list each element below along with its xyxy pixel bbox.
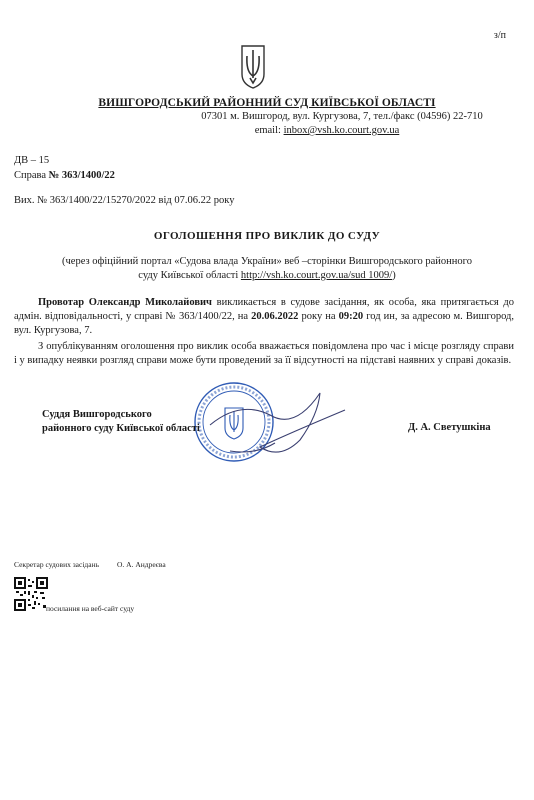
notice-text-3: год ин, за адресою м. Вишгород, вул. Кургузова, 7. <box>14 311 515 336</box>
portal-link[interactable]: http://vsh.ko.court.gov.ua/sud 1009/ <box>240 270 393 281</box>
document-code: ДВ – 15 <box>14 155 50 166</box>
court-email-line <box>0 125 534 136</box>
judge-name: Д. А. Светушкіна <box>408 422 491 433</box>
secretary-label: Секретар судових засідань <box>14 560 100 569</box>
court-email-link[interactable]: inbox@vsh.ko.court.gov.ua <box>283 125 400 136</box>
secretary-name: О. А. Андреєва <box>117 560 166 569</box>
hearing-date: 20.06.2022 <box>251 311 299 322</box>
judge-title-line1: Суддя Вишгородського <box>42 409 152 420</box>
portal-note-end: ) <box>392 270 396 281</box>
judge-title-line2: районного суду Київської області <box>42 423 200 434</box>
portal-note <box>0 255 534 283</box>
notice-text-2: року на <box>298 311 339 322</box>
document-heading: ОГОЛОШЕННЯ ПРО ВИКЛИК ДО СУДУ <box>153 230 381 242</box>
trident-emblem-icon <box>239 44 267 90</box>
publication-paragraph <box>14 340 514 368</box>
email-label: email: <box>254 125 284 136</box>
publication-text: З опублікуванням оголошення про виклик особа вважається повідомлена про час і місце розгляду справи і у випадку неявки розгляд справи може бути проведений за її відсутності на підставі наявних у справі доказів. <box>14 341 514 366</box>
hearing-time: 09:20 <box>338 311 364 322</box>
secretary-line <box>14 560 184 569</box>
court-address: 07301 м. Вишгород, вул. Кургузова, 7, тел./факс (04596) 22-710 <box>201 111 483 122</box>
signature-icon <box>200 385 350 465</box>
portal-note-line1: (через офіційний портал «Судова влада України» веб –сторінки Вишгородського районного <box>62 256 472 267</box>
notice-text-1: викликається в судове засідання, як особа, яка притягається до адмін. відповідальності, у справі № 363/1400/22, на <box>14 297 514 322</box>
portal-note-line2 <box>0 269 534 283</box>
summoned-person: Провотар Олександр Миколайович <box>38 297 212 308</box>
case-reference <box>14 170 115 181</box>
qr-code-icon[interactable] <box>14 577 48 611</box>
case-label: Справа <box>14 170 49 181</box>
page-corner-mark: з/п <box>493 30 506 41</box>
case-number: № 363/1400/22 <box>48 170 115 181</box>
outgoing-number: Вих. № 363/1400/22/15270/2022 від 07.06.22 року <box>14 195 235 206</box>
notice-paragraph <box>14 296 514 338</box>
portal-note-text: суду Київської області <box>138 270 241 281</box>
court-title: ВИШГОРОДСЬКИЙ РАЙОННИЙ СУД КИЇВСЬКОЇ ОБЛАСТІ <box>98 97 436 109</box>
qr-caption: посилання на веб-сайт суду <box>46 604 135 613</box>
judge-title <box>42 408 200 436</box>
